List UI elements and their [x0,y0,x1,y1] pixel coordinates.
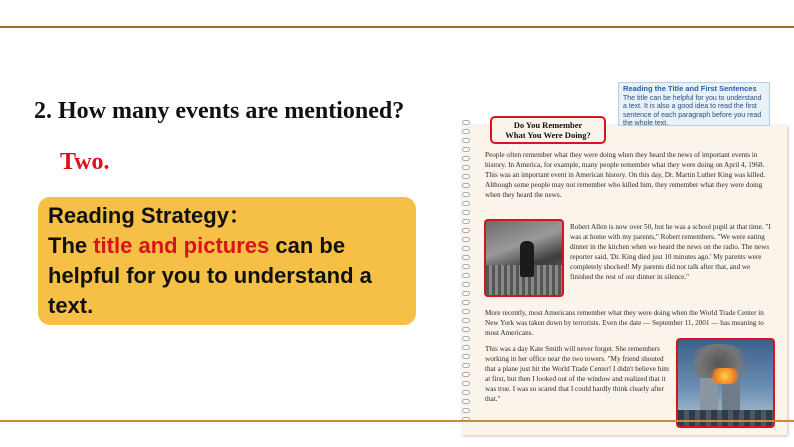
question-text: 2. How many events are mentioned? [34,98,405,124]
reading-strategy-text [48,201,414,321]
mlk-photo [484,219,564,297]
article-title-box [490,116,606,144]
paragraph-3: More recently, most Americans remember what they were doing when the World Trade Center in New York was taken down by terrorists. Even the date — September 11, 2001 — has meaning to most Americans. [485,309,764,337]
paragraph-2: Robert Allen is now over 50, but he was a school pupil at that time. "I was at home with my parents," Robert remembers. "We were eating dinner in the kitchen when we heard the news on the radio. The news reporter said, 'Dr. King died just 10 minutes ago.' My parents were completely shocked! My parents did not talk after that, and we finished the rest of our dinner in silence." [570,223,771,281]
paragraph-1: People often remember what they were doing when they heard the news of important events in history. In America, for example, many people remember what they were doing on April 4, 1968. This was an important event in American history. On this day, Dr. Martin Luther King was killed. Although some people may not remember who killed him, they remember what they were doing when they heard the news. [485,151,766,199]
article-title-line1: Do You Remember [513,120,583,130]
answer-text: Two. [60,149,110,175]
reading-strategy-heading: Reading Strategy： [48,203,251,228]
note-body: The title can be helpful for you to understand a text. It is also a good idea to read the first sentence of each paragraph before you read the whole text. [623,94,762,127]
strategy-prefix: The [48,233,94,258]
note-title: Reading the Title and First Sentences [623,84,757,93]
world-trade-center-photo [676,338,775,428]
spiral-binding [462,120,472,436]
strategy-suffix: can be helpful for you to understand a text. [48,233,372,318]
reading-strategy-box [38,197,416,325]
strategy-note [618,82,770,126]
top-divider [0,26,794,28]
strategy-highlight: title and pictures [93,233,270,258]
article-title-line2: What You Were Doing? [505,130,591,140]
paragraph-4: This was a day Kate Smith will never forget. She remembers working in her office near the two towers. "My friend shouted that a plane just hit the World Trade Center! I didn't believe him at first, but then I looked out of the window and realized that it was true. I was so scared that I could hardly think clearly after that." [485,345,669,403]
bottom-divider [0,420,794,422]
